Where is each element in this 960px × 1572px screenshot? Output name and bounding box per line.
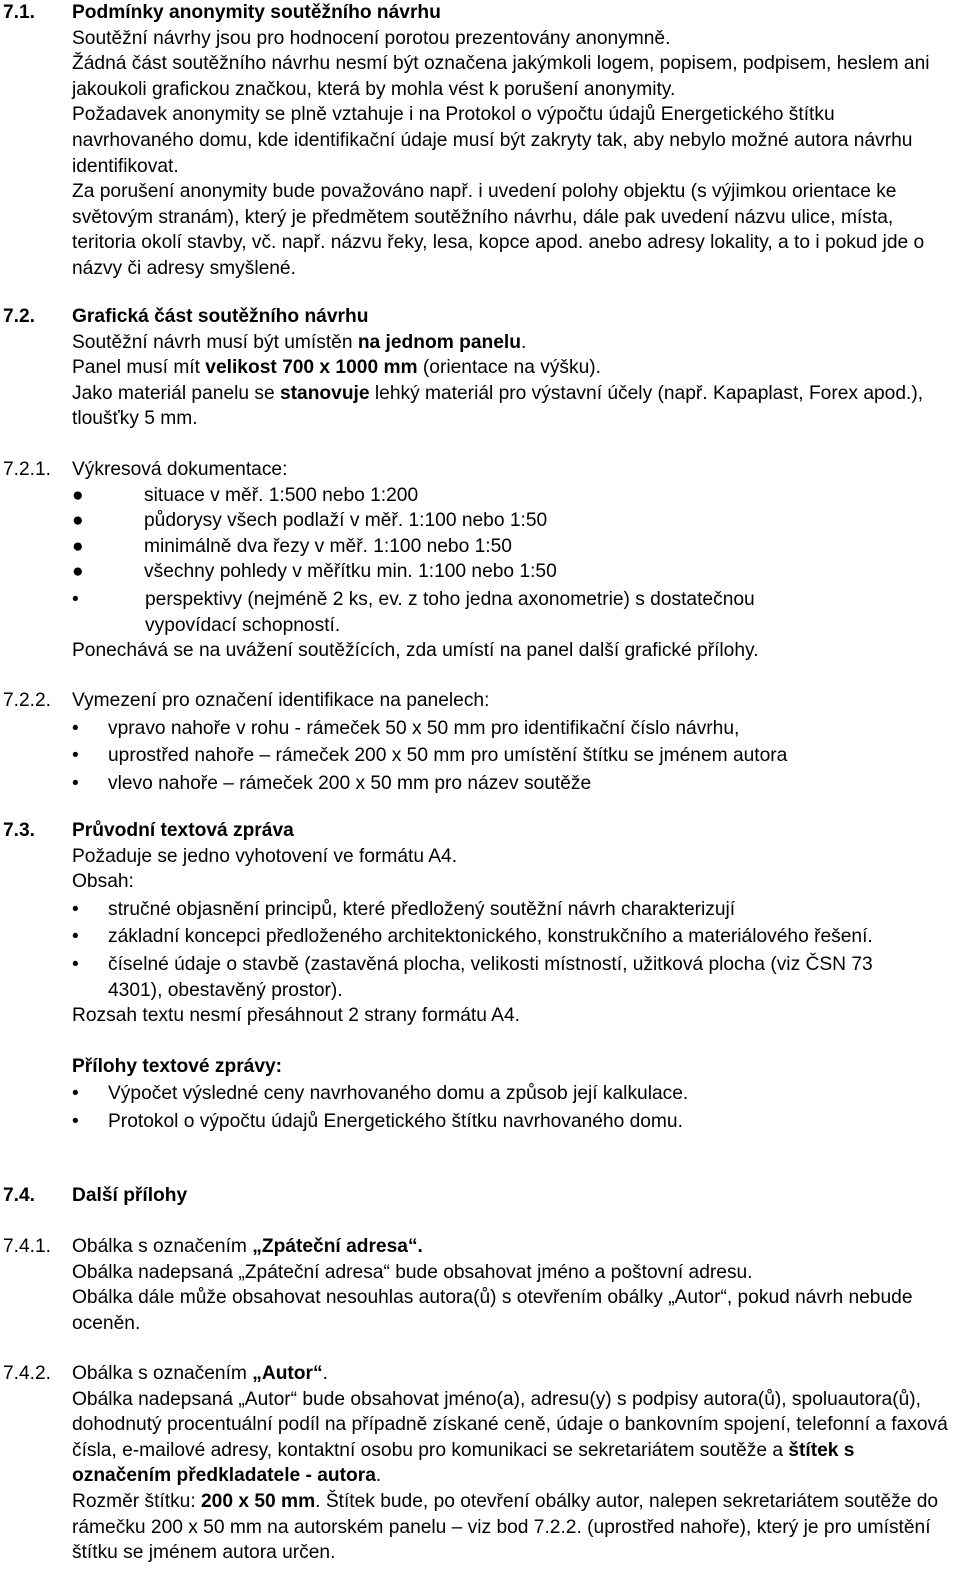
section-number: 7.2.1. [3,459,52,480]
paragraph: Soutěžní návrhy jsou pro hodnocení porotou prezentovány anonymně. [72,27,671,49]
list-item: • Protokol o výpočtu údajů Energetického štítku navrhovaného domu. [72,1109,957,1135]
section-title: Podmínky anonymity soutěžního návrhu [72,2,441,23]
section-number: 7.2.2. [3,690,52,711]
bullet-icon: ● [72,510,84,532]
list-item: • základní koncepci předloženého architektonického, konstrukčního a materiálového řešení. [72,924,928,950]
bullet-icon: • [72,1110,79,1132]
paragraph: Rozsah textu nesmí přesáhnout 2 strany formátu A4. [72,1005,520,1027]
list-item: ● půdorysy všech podlaží v měř. 1:100 nebo 1:50 [72,508,957,534]
section-7-4-1 [0,1234,960,1336]
list-item: ● minimálně dva řezy v měř. 1:100 nebo 1:50 [72,534,957,560]
paragraph: Požaduje se jedno vyhotovení ve formátu A4. [72,845,458,867]
paragraph: Rozměr štítku: 200 x 50 mm. Štítek bude, po otevření obálky autor, nalepen sekretariátem soutěže do rámečku 200 x 50 mm na autorském panelu – viz bod 7.2.2. (uprostřed nahoře), který je pro umístění štítku se jménem autora určen. [72,1490,939,1564]
list-item: • stručné objasnění principů, které předložený soutěžní návrh charakterizují [72,897,928,923]
panel-id-list [72,716,957,797]
section-7-2 [0,304,960,432]
section-7-1 [0,0,960,282]
paragraph: Obálka nadepsaná „Zpáteční adresa“ bude obsahovat jméno a poštovní adresu. [72,1261,753,1283]
paragraph: Za porušení anonymity bude považováno např. i uvedení polohy objektu (s výjimkou orientace ke světovým stranám), který je předmětem soutěžního návrhu, dále pak uvedení názvu ulice, místa, teritoria okolí stavby, vč. např. názvu řeky, lesa, kopce apod. anebo adresy lokality, a to i pokud jde o názvy či adresy smyšlené. [72,181,925,279]
section-number: 7.2. [3,306,36,327]
paragraph: Obsah: [72,871,134,893]
bullet-icon: • [72,898,79,920]
list-item: • vpravo nahoře v rohu - rámeček 50 x 50 mm pro identifikační číslo návrhu, [72,716,957,742]
bullet-icon: ● [72,561,84,583]
section-title: Průvodní textová zpráva [72,820,294,841]
section-7-2-2 [0,688,960,796]
list-item: ● všechny pohledy v měřítku min. 1:100 nebo 1:50 [72,559,957,585]
list-item: • vlevo nahoře – rámeček 200 x 50 mm pro název soutěže [72,771,957,797]
list-item: • uprostřed nahoře – rámeček 200 x 50 mm pro umístění štítku se jménem autora [72,743,957,769]
section-title: Vymezení pro označení identifikace na panelech: [72,690,490,711]
paragraph: Soutěžní návrh musí být umístěn na jednom panelu. [72,331,527,353]
bullet-icon: • [72,772,79,794]
bullet-icon: • [72,926,79,948]
paragraph: Požadavek anonymity se plně vztahuje i na Protokol o výpočtu údajů Energetického štítku navrhovaného domu, kde identifikační údaje musí být zakryty tak, aby nebylo možné autora návrhu identifikovat. [72,104,913,177]
section-number: 7.3. [3,820,36,841]
bullet-icon: • [72,717,79,739]
paragraph: Jako materiál panelu se stanovuje lehký materiál pro výstavní účely (např. Kapaplast, Forex apod.), tloušťky 5 mm. [72,382,924,430]
bullet-icon: ● [72,535,84,557]
list-item: • Výpočet výsledné ceny navrhovaného domu a způsob její kalkulace. [72,1081,957,1107]
bullet-icon: • [72,1083,79,1105]
report-contents-list [72,897,957,1003]
list-item: ● situace v měř. 1:500 nebo 1:200 [72,483,957,509]
section-7-3 [0,818,960,1135]
list-item: • perspektivy (nejméně 2 ks, ev. z toho jedna axonometrie) s dostatečnou vypovídací schopností. [72,588,755,636]
section-7-4-2 [0,1361,960,1566]
section-7-4 [0,1183,960,1209]
section-7-2-1 [0,457,960,664]
section-title: Obálka s označením „Autor“. [72,1363,328,1384]
subsection-title: Přílohy textové zprávy: [72,1055,283,1077]
paragraph: Ponechává se na uvážení soutěžících, zda umístí na panel další grafické přílohy. [72,640,759,662]
section-title: Výkresová dokumentace: [72,459,288,480]
bullet-icon: • [72,745,79,767]
section-number: 7.1. [3,2,36,23]
paragraph: Obálka dále může obsahovat nesouhlas autora(ů) s otevřením obálky „Autor“, pokud návrh nebude oceněn. [72,1287,913,1334]
paragraph: Obálka nadepsaná „Autor“ bude obsahovat jméno(a), adresu(y) s podpisy autora(ů), spoluautora(ů), dohodnutý procentuální podíl na případně získané ceně, údaje o bankovním spojení, telefonní a faxová čísla, e-mailové adresy, kontaktní osobu pro komunikaci se sekretariátem soutěže a štítek s označením předkladatele - autora. [72,1388,948,1487]
paragraph: Žádná část soutěžního návrhu nesmí být označena jakýmkoli logem, popisem, podpisem, heslem ani jakoukoli grafickou značkou, která by mohla vést k porušení anonymity. [72,53,930,100]
section-number: 7.4.2. [3,1363,52,1384]
drawing-list [72,483,957,639]
bullet-icon: • [72,588,79,610]
attachments-list [72,1081,957,1134]
section-number: 7.4.1. [3,1236,52,1257]
section-title: Další přílohy [72,1185,188,1206]
paragraph: Panel musí mít velikost 700 x 1000 mm (orientace na výšku). [72,357,602,379]
section-title: Grafická část soutěžního návrhu [72,306,369,327]
section-title: Obálka s označením „Zpáteční adresa“. [72,1236,423,1257]
list-item: • číselné údaje o stavbě (zastavěná plocha, velikosti místností, užitková plocha (viz ČSN 73 4301), obestavěný prostor). [72,953,873,1001]
bullet-icon: ● [72,484,84,506]
bullet-icon: • [72,953,79,975]
section-number: 7.4. [3,1185,36,1206]
